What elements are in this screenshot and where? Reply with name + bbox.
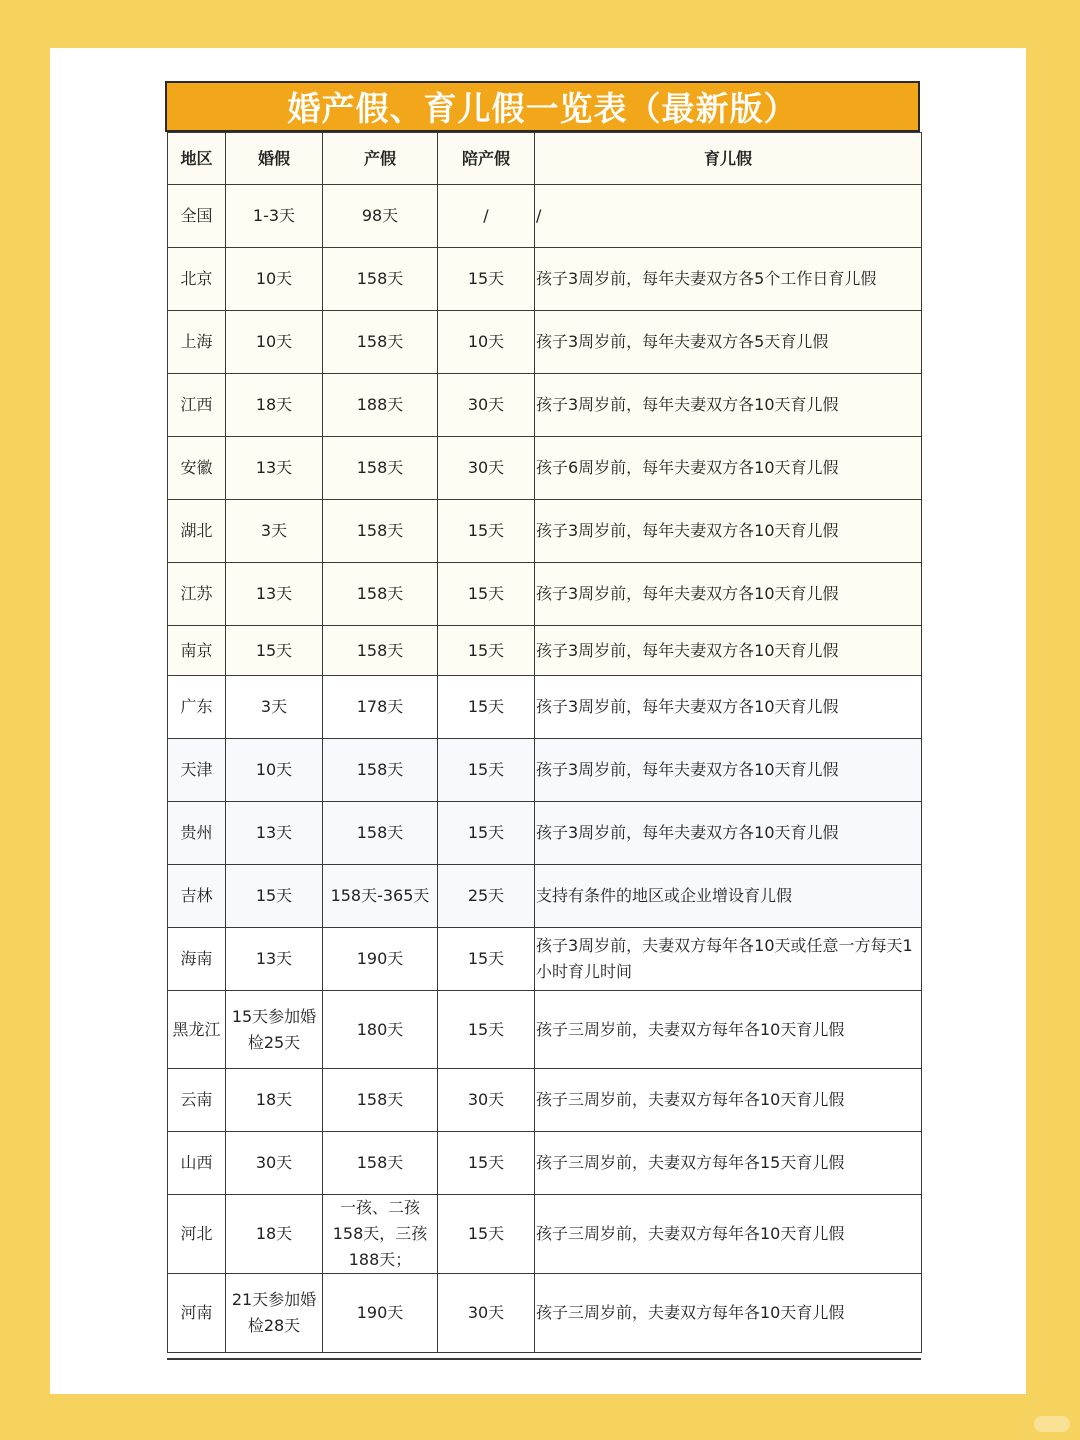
watermark-badge <box>1034 1416 1070 1432</box>
table-row <box>168 739 922 802</box>
marriage-leave-cell: 21天参加婚检28天 <box>226 1274 323 1353</box>
maternity-leave-cell: 178天 <box>323 676 438 739</box>
childcare-leave-cell: 孩子三周岁前，夫妻双方每年各10天育儿假 <box>535 1069 922 1132</box>
region-cell: 吉林 <box>168 865 226 928</box>
maternity-leave-cell: 158天 <box>323 248 438 311</box>
marriage-leave-cell: 30天 <box>226 1132 323 1195</box>
paternity-leave-cell: / <box>438 185 535 248</box>
paternity-leave-cell: 15天 <box>438 500 535 563</box>
table-row <box>168 676 922 739</box>
childcare-leave-cell: 孩子3周岁前，每年夫妻双方各10天育儿假 <box>535 563 922 626</box>
paternity-leave-cell: 15天 <box>438 626 535 676</box>
marriage-leave-cell: 13天 <box>226 437 323 500</box>
childcare-leave-cell: 孩子3周岁前，每年夫妻双方各10天育儿假 <box>535 626 922 676</box>
childcare-leave-cell: 孩子三周岁前，夫妻双方每年各10天育儿假 <box>535 1195 922 1274</box>
marriage-leave-cell: 13天 <box>226 928 323 991</box>
table-header-row <box>168 133 922 185</box>
region-cell: 黑龙江 <box>168 991 226 1069</box>
childcare-leave-cell: 孩子6周岁前，每年夫妻双方各10天育儿假 <box>535 437 922 500</box>
maternity-leave-cell: 190天 <box>323 1274 438 1353</box>
maternity-leave-cell: 158天 <box>323 626 438 676</box>
childcare-leave-cell: 孩子3周岁前，每年夫妻双方各10天育儿假 <box>535 739 922 802</box>
table-row <box>168 311 922 374</box>
table-row <box>168 1069 922 1132</box>
marriage-leave-cell: 13天 <box>226 802 323 865</box>
marriage-leave-cell: 10天 <box>226 248 323 311</box>
region-cell: 湖北 <box>168 500 226 563</box>
table-row <box>168 626 922 676</box>
maternity-leave-cell: 158天 <box>323 500 438 563</box>
maternity-leave-cell: 158天 <box>323 1132 438 1195</box>
paternity-leave-cell: 15天 <box>438 802 535 865</box>
paternity-leave-cell: 30天 <box>438 374 535 437</box>
childcare-leave-cell: / <box>535 185 922 248</box>
title-banner <box>165 81 920 132</box>
leave-table <box>167 132 922 1353</box>
region-cell: 上海 <box>168 311 226 374</box>
table-row <box>168 437 922 500</box>
maternity-leave-cell: 158天 <box>323 1069 438 1132</box>
maternity-leave-cell: 158天-365天 <box>323 865 438 928</box>
paternity-leave-cell: 15天 <box>438 1195 535 1274</box>
column-header-marriage-leave: 婚假 <box>226 133 323 185</box>
marriage-leave-cell: 18天 <box>226 1069 323 1132</box>
paternity-leave-cell: 30天 <box>438 1069 535 1132</box>
marriage-leave-cell: 15天 <box>226 865 323 928</box>
table-row <box>168 928 922 991</box>
maternity-leave-cell: 158天 <box>323 739 438 802</box>
region-cell: 北京 <box>168 248 226 311</box>
table-row <box>168 374 922 437</box>
maternity-leave-cell: 188天 <box>323 374 438 437</box>
childcare-leave-cell: 孩子3周岁前，每年夫妻双方各5天育儿假 <box>535 311 922 374</box>
region-cell: 河南 <box>168 1274 226 1353</box>
paternity-leave-cell: 30天 <box>438 1274 535 1353</box>
table-row <box>168 1195 922 1274</box>
paternity-leave-cell: 15天 <box>438 248 535 311</box>
maternity-leave-cell: 一孩、二孩158天，三孩188天； <box>323 1195 438 1274</box>
table-row <box>168 1132 922 1195</box>
maternity-leave-cell: 98天 <box>323 185 438 248</box>
region-cell: 海南 <box>168 928 226 991</box>
maternity-leave-cell: 158天 <box>323 802 438 865</box>
region-cell: 安徽 <box>168 437 226 500</box>
childcare-leave-cell: 孩子三周岁前，夫妻双方每年各10天育儿假 <box>535 991 922 1069</box>
region-cell: 江西 <box>168 374 226 437</box>
paternity-leave-cell: 15天 <box>438 563 535 626</box>
marriage-leave-cell: 18天 <box>226 1195 323 1274</box>
maternity-leave-cell: 180天 <box>323 991 438 1069</box>
table-row <box>168 185 922 248</box>
region-cell: 江苏 <box>168 563 226 626</box>
maternity-leave-cell: 158天 <box>323 311 438 374</box>
region-cell: 贵州 <box>168 802 226 865</box>
page-title: 婚产假、育儿假一览表（最新版） <box>287 89 798 128</box>
table-row <box>168 991 922 1069</box>
childcare-leave-cell: 支持有条件的地区或企业增设育儿假 <box>535 865 922 928</box>
column-header-childcare-leave: 育儿假 <box>535 133 922 185</box>
region-cell: 南京 <box>168 626 226 676</box>
table-row <box>168 865 922 928</box>
maternity-leave-cell: 158天 <box>323 563 438 626</box>
childcare-leave-cell: 孩子3周岁前，每年夫妻双方各5个工作日育儿假 <box>535 248 922 311</box>
region-cell: 全国 <box>168 185 226 248</box>
marriage-leave-cell: 13天 <box>226 563 323 626</box>
childcare-leave-cell: 孩子3周岁前，夫妻双方每年各10天或任意一方每天1小时育儿时间 <box>535 928 922 991</box>
paternity-leave-cell: 15天 <box>438 1132 535 1195</box>
region-cell: 云南 <box>168 1069 226 1132</box>
region-cell: 天津 <box>168 739 226 802</box>
table-bottom-border <box>167 1358 921 1360</box>
paternity-leave-cell: 30天 <box>438 437 535 500</box>
childcare-leave-cell: 孩子3周岁前，每年夫妻双方各10天育儿假 <box>535 374 922 437</box>
table-row <box>168 500 922 563</box>
marriage-leave-cell: 15天参加婚检25天 <box>226 991 323 1069</box>
paternity-leave-cell: 15天 <box>438 928 535 991</box>
paternity-leave-cell: 15天 <box>438 739 535 802</box>
column-header-paternity-leave: 陪产假 <box>438 133 535 185</box>
table-row <box>168 1274 922 1353</box>
table-row <box>168 802 922 865</box>
column-header-region: 地区 <box>168 133 226 185</box>
marriage-leave-cell: 3天 <box>226 500 323 563</box>
childcare-leave-cell: 孩子3周岁前，每年夫妻双方各10天育儿假 <box>535 802 922 865</box>
marriage-leave-cell: 3天 <box>226 676 323 739</box>
childcare-leave-cell: 孩子三周岁前，夫妻双方每年各10天育儿假 <box>535 1274 922 1353</box>
marriage-leave-cell: 10天 <box>226 311 323 374</box>
region-cell: 广东 <box>168 676 226 739</box>
childcare-leave-cell: 孩子3周岁前，每年夫妻双方各10天育儿假 <box>535 676 922 739</box>
maternity-leave-cell: 158天 <box>323 437 438 500</box>
maternity-leave-cell: 190天 <box>323 928 438 991</box>
paternity-leave-cell: 15天 <box>438 991 535 1069</box>
marriage-leave-cell: 10天 <box>226 739 323 802</box>
marriage-leave-cell: 1-3天 <box>226 185 323 248</box>
region-cell: 河北 <box>168 1195 226 1274</box>
paternity-leave-cell: 15天 <box>438 676 535 739</box>
paternity-leave-cell: 25天 <box>438 865 535 928</box>
paternity-leave-cell: 10天 <box>438 311 535 374</box>
table-row <box>168 563 922 626</box>
marriage-leave-cell: 18天 <box>226 374 323 437</box>
childcare-leave-cell: 孩子3周岁前，每年夫妻双方各10天育儿假 <box>535 500 922 563</box>
region-cell: 山西 <box>168 1132 226 1195</box>
childcare-leave-cell: 孩子三周岁前，夫妻双方每年各15天育儿假 <box>535 1132 922 1195</box>
table-row <box>168 248 922 311</box>
marriage-leave-cell: 15天 <box>226 626 323 676</box>
column-header-maternity-leave: 产假 <box>323 133 438 185</box>
